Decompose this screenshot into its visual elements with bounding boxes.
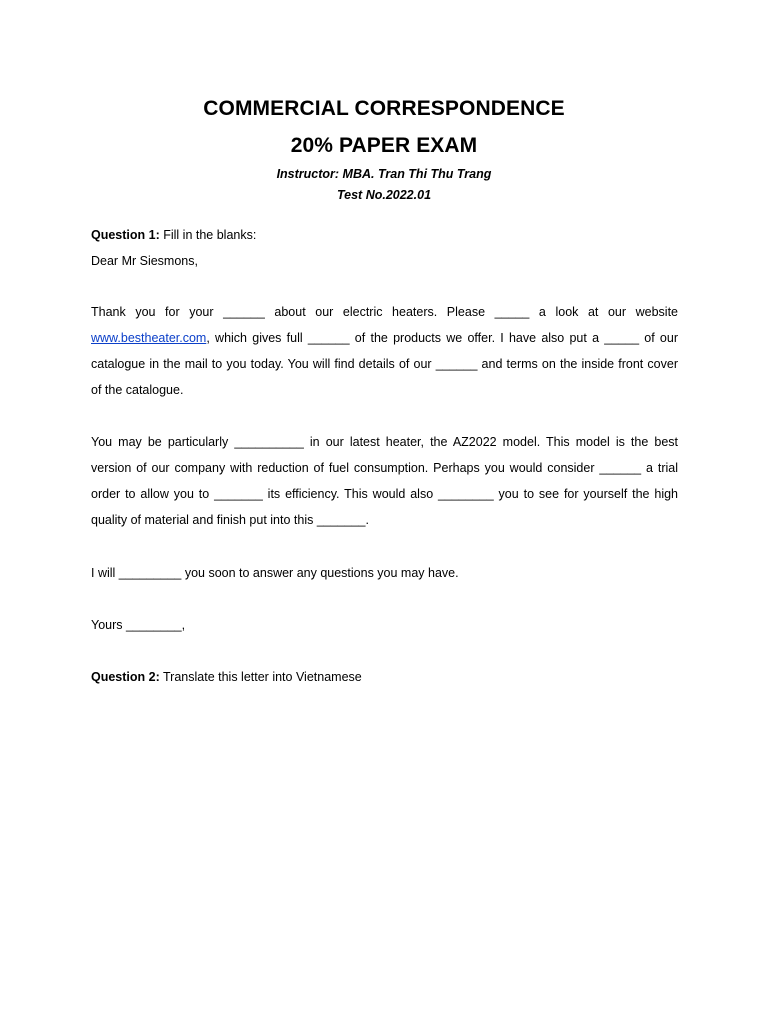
question-1 (91, 222, 678, 248)
paragraph-1-end: , which gives full ______ of the products we offer. I have also put a _____ of our catalogue in the mail to you today. You will find details of our ______ and terms on the inside front cover of the catalogue. (91, 331, 678, 397)
letter-paragraph-2: You may be particularly __________ in our latest heater, the AZ2022 model. This model is the best version of our company with reduction of fuel consumption. Perhaps you would consider ______ a trial order to allow you to _______ its efficiency. This would also ________ you to see for yourself the high quality of material and finish put into this _______. (91, 435, 678, 527)
letter-paragraph-1 (91, 299, 678, 403)
question-2 (91, 664, 678, 690)
paragraph-1-start: Thank you for your ______ about our electric heaters. Please _____ a look at our website (91, 305, 678, 319)
question-2-text: Translate this letter into Vietnamese (159, 670, 362, 684)
question-2-label: Question 2: (91, 670, 160, 684)
test-number: Test No.2022.01 (336, 188, 432, 202)
letter-closing: Yours ________, (91, 618, 186, 632)
letter-salutation: Dear Mr Siesmons, (91, 254, 198, 268)
question-1-label: Question 1: (91, 228, 160, 242)
page-title: COMMERCIAL CORRESPONDENCE (203, 97, 565, 120)
page-subtitle: 20% PAPER EXAM (290, 134, 478, 157)
website-link[interactable]: www.bestheater.com (91, 331, 207, 345)
instructor-line: Instructor: MBA. Tran Thi Thu Trang (276, 167, 492, 181)
question-1-text: Fill in the blanks: (159, 228, 257, 242)
letter-paragraph-3: I will _________ you soon to answer any questions you may have. (91, 566, 459, 580)
